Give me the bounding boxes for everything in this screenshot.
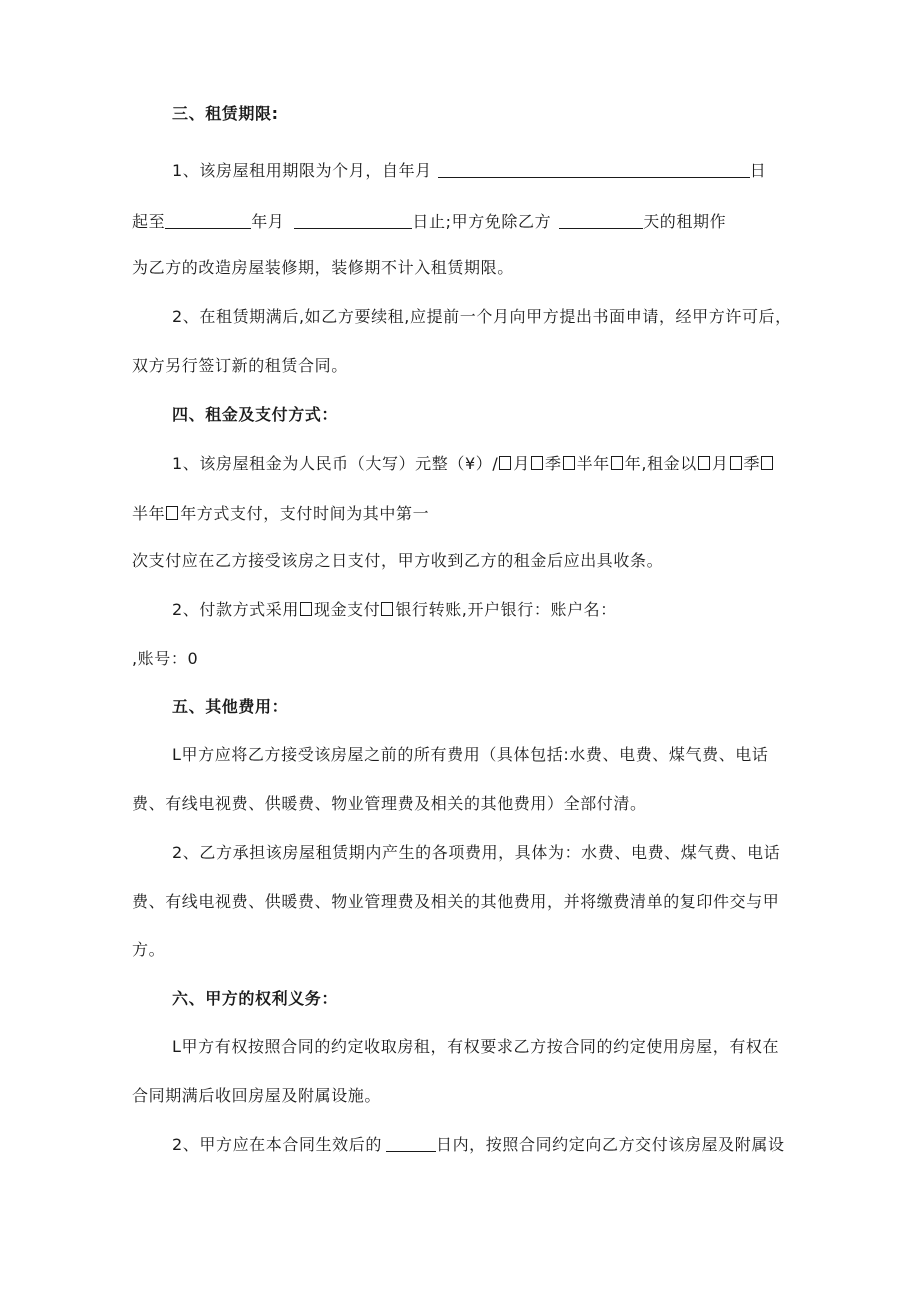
year-label: 年, (624, 454, 648, 473)
end-date-blank (294, 212, 412, 229)
s3-waiver-text: 日止;甲方免除乙方 (412, 212, 552, 231)
cash-checkbox[interactable] (300, 602, 312, 616)
bank-transfer-text: 银行转账,开户银行：账户名： (395, 600, 617, 619)
quarter-checkbox[interactable] (531, 456, 543, 470)
s6-rights-line-1: L甲方有权按照合同的约定收取房租，有权要求乙方按合同的约定使用房屋，有权在 (172, 1037, 780, 1056)
year-checkbox[interactable] (611, 456, 623, 470)
pay-halfyear-checkbox[interactable] (761, 456, 773, 470)
s3-term-text: 1、该房屋租用期限为个月，自年月 (172, 161, 432, 180)
s5-fees-line-1: L甲方应将乙方接受该房屋之前的所有费用（具体包括:水费、电费、煤气费、电话 (172, 745, 769, 764)
s3-term-line-2 (132, 210, 726, 234)
s6-delivery-line (172, 1133, 785, 1157)
cash-label: 现金支付 (313, 600, 381, 619)
section-6-heading: 六、甲方的权利义务： (172, 989, 339, 1008)
s3-renewal-line-2: 双方另行签订新的租赁合同。 (132, 356, 348, 375)
start-date-blank (438, 161, 750, 178)
delivery-days-blank (386, 1135, 436, 1152)
s5-fees-line-2: 费、有线电视费、供暖费、物业管理费及相关的其他费用）全部付清。 (132, 794, 647, 813)
month-checkbox[interactable] (499, 456, 511, 470)
bank-transfer-checkbox[interactable] (381, 602, 393, 616)
section-4-heading: 四、租金及支付方式： (172, 405, 339, 424)
s5-fees-line-5: 方。 (132, 940, 166, 959)
s4-payment-line-2: ,账号：0 (132, 649, 199, 668)
s3-term-line-3: 为乙方的改造房屋装修期，装修期不计入租赁期限。 (132, 258, 514, 277)
pay-month-label: 月 (711, 454, 729, 473)
halfyear-checkbox[interactable] (563, 456, 575, 470)
s4-pay-method-text: 年方式支付，支付时间为其中第一 (180, 504, 430, 523)
pay-quarter-checkbox[interactable] (730, 456, 742, 470)
s3-until-text: 起至 (132, 212, 166, 231)
pay-halfyear-label: 半年 (132, 504, 166, 523)
s3-year-month-text: 年月 (251, 212, 285, 231)
s3-renewal-line-1: 2、在租赁期满后,如乙方要续租,应提前一个月向甲方提出书面申请，经甲方许可后， (172, 307, 792, 326)
s3-term-line-1 (172, 159, 766, 183)
s4-rent-text: 1、该房屋租金为人民币（大写）元整（¥）/ (172, 454, 499, 473)
s5-fees-line-4: 费、有线电视费、供暖费、物业管理费及相关的其他费用，并将缴费清单的复印件交与甲 (132, 892, 780, 911)
s6-delivery-text: 2、甲方应在本合同生效后的 (172, 1135, 382, 1154)
s6-rights-line-2: 合同期满后收回房屋及附属设施。 (132, 1086, 382, 1105)
s3-rent-free-text: 天的租期作 (643, 212, 727, 231)
pay-month-checkbox[interactable] (698, 456, 710, 470)
s4-rent-by-text: 租金以 (647, 454, 697, 473)
end-year-blank (165, 212, 251, 229)
pay-quarter-label: 季 (743, 454, 761, 473)
s4-rent-line-3: 次支付应在乙方接受该房之日支付，甲方收到乙方的租金后应出具收条。 (132, 551, 664, 570)
section-5-heading: 五、其他费用： (172, 697, 289, 716)
s6-delivery-rest-text: 日内，按照合同约定向乙方交付该房屋及附属设 (435, 1135, 785, 1154)
s4-payment-line-1 (172, 598, 617, 622)
s3-day-text: 日 (749, 161, 767, 180)
s4-rent-line-1 (172, 452, 775, 476)
pay-year-checkbox[interactable] (166, 506, 178, 520)
s5-fees-line-3: 2、乙方承担该房屋租赁期内产生的各项费用，具体为：水费、电费、煤气费、电话 (172, 843, 781, 862)
s4-payment-text: 2、付款方式采用 (172, 600, 299, 619)
halfyear-label: 半年 (576, 454, 610, 473)
quarter-label: 季 (544, 454, 562, 473)
month-label: 月 (513, 454, 530, 473)
section-3-heading: 三、租赁期限: (172, 104, 279, 123)
waiver-days-blank (559, 212, 643, 229)
s4-rent-line-2 (132, 502, 429, 526)
